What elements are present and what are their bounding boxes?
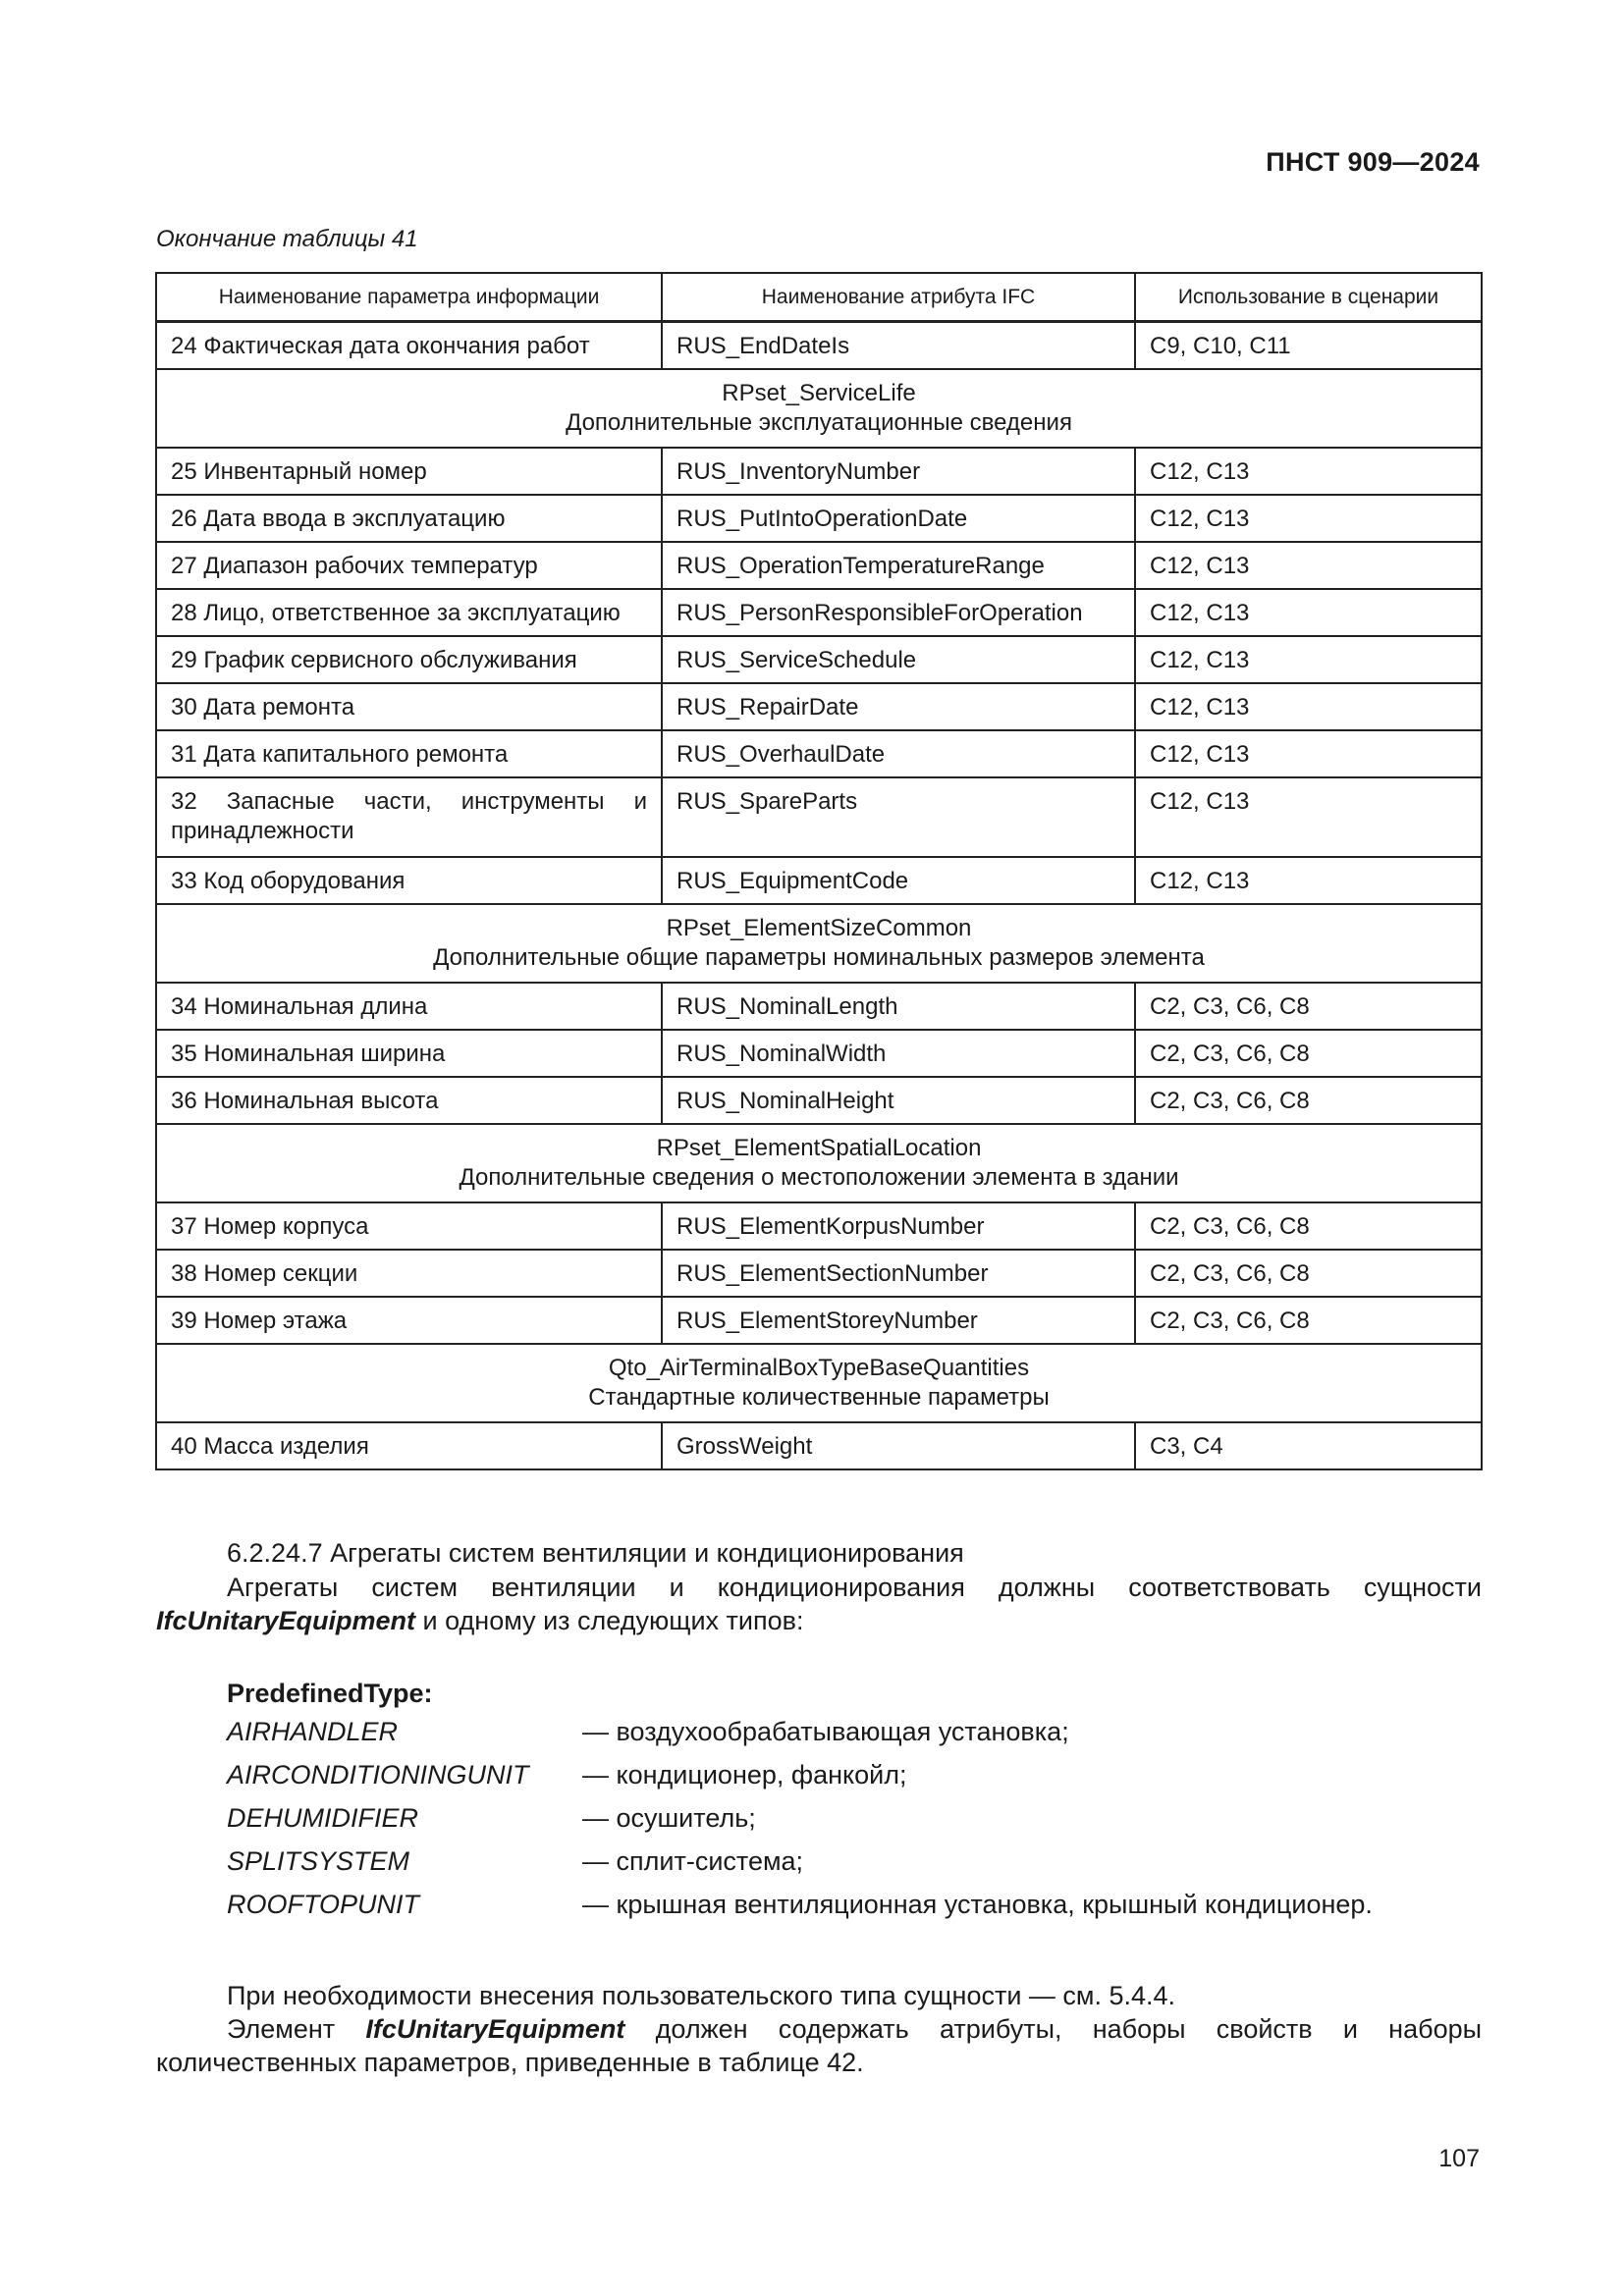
table-row xyxy=(156,1202,1482,1250)
entity-name: IfcUnitaryEquipment xyxy=(156,1606,416,1635)
predefined-type-name: AIRHANDLER xyxy=(227,1717,399,1746)
predefined-type-item xyxy=(227,1844,1454,1888)
parameter-name-cell: 25 Инвентарный номер xyxy=(156,448,662,495)
ifc-attribute-cell: RUS_NominalWidth xyxy=(662,1030,1135,1077)
entity-name: IfcUnitaryEquipment xyxy=(365,2014,625,2044)
scenario-usage-cell: C12, C13 xyxy=(1135,542,1482,589)
document-code: ПНСТ 909—2024 xyxy=(1266,147,1480,177)
predefined-type-name: DEHUMIDIFIER xyxy=(227,1803,418,1833)
parameter-name-cell: 37 Номер корпуса xyxy=(156,1202,662,1250)
predefined-type-description: — кондиционер, фанкойл; xyxy=(582,1760,907,1789)
table-row xyxy=(156,495,1482,542)
ifc-attribute-cell: RUS_ElementSectionNumber xyxy=(662,1250,1135,1297)
parameter-name-cell: 24 Фактическая дата окончания работ xyxy=(156,322,662,369)
table-row xyxy=(156,777,1482,857)
group-subtitle: Дополнительные общие параметры номинальных размеров элемента xyxy=(433,943,1205,971)
ifc-attribute-cell: RUS_ElementStoreyNumber xyxy=(662,1297,1135,1344)
predefined-type-description: — сплит-система; xyxy=(582,1846,804,1876)
table-row xyxy=(156,589,1482,636)
paragraph-text: и одному из следующих типов: xyxy=(415,1606,804,1635)
predefined-type-item xyxy=(227,1888,1454,1931)
scenario-usage-cell: C2, C3, C6, C8 xyxy=(1135,1250,1482,1297)
table-row xyxy=(156,542,1482,589)
group-title: Qto_AirTerminalBoxTypeBaseQuantities xyxy=(608,1354,1030,1381)
table-header-row xyxy=(156,273,1482,322)
table-group-row xyxy=(156,1344,1482,1422)
paragraph-text: должен содержать атрибуты, наборы свойств и наборы количественных параметров, приведенные в таблице 42. xyxy=(156,2014,1483,2077)
predefined-type-title: PredefinedType: xyxy=(227,1679,433,1708)
ifc-attribute-cell: RUS_ServiceSchedule xyxy=(662,636,1135,683)
table-row xyxy=(156,983,1482,1030)
section-paragraph-2 xyxy=(156,1979,1482,2079)
scenario-usage-cell: C12, C13 xyxy=(1135,448,1482,495)
parameter-name-cell: 40 Масса изделия xyxy=(156,1422,662,1469)
predefined-type-name: SPLITSYSTEM xyxy=(227,1846,410,1876)
parameter-name-cell: 38 Номер секции xyxy=(156,1250,662,1297)
predefined-type-description: — крышная вентиляционная установка, крышный кондиционер. xyxy=(582,1890,1373,1919)
scenario-usage-cell: C2, C3, C6, C8 xyxy=(1135,1202,1482,1250)
ifc-attribute-cell: RUS_NominalHeight xyxy=(662,1077,1135,1124)
column-header-usage: Использование в сценарии xyxy=(1135,273,1482,322)
scenario-usage-cell: C12, C13 xyxy=(1135,730,1482,777)
ifc-attribute-cell: RUS_EndDateIs xyxy=(662,322,1135,369)
table-row xyxy=(156,1030,1482,1077)
group-cell xyxy=(156,1344,1482,1422)
group-title: RPset_ElementSizeCommon xyxy=(666,914,972,941)
ifc-attribute-cell: RUS_OverhaulDate xyxy=(662,730,1135,777)
table-body xyxy=(156,322,1482,1469)
predefined-type-item xyxy=(227,1715,1454,1758)
ifc-attribute-cell: RUS_SpareParts xyxy=(662,777,1135,857)
scenario-usage-cell: C9, C10, C11 xyxy=(1135,322,1482,369)
scenario-usage-cell: C12, C13 xyxy=(1135,777,1482,857)
group-title: RPset_ServiceLife xyxy=(722,379,916,406)
ifc-attribute-cell: RUS_ElementKorpusNumber xyxy=(662,1202,1135,1250)
table-row xyxy=(156,1250,1482,1297)
scenario-usage-cell: C12, C13 xyxy=(1135,495,1482,542)
ifc-attribute-cell: RUS_NominalLength xyxy=(662,983,1135,1030)
section-paragraph-1 xyxy=(156,1571,1482,1637)
parameter-name-cell: 31 Дата капитального ремонта xyxy=(156,730,662,777)
paragraph-text: Агрегаты систем вентиляции и кондиционирования должны соответствовать сущности xyxy=(227,1573,1482,1602)
parameter-name-cell: 27 Диапазон рабочих температур xyxy=(156,542,662,589)
scenario-usage-cell: C2, C3, C6, C8 xyxy=(1135,1297,1482,1344)
table-row xyxy=(156,448,1482,495)
ifc-attribute-cell: RUS_PutIntoOperationDate xyxy=(662,495,1135,542)
parameter-name-cell: 33 Код оборудования xyxy=(156,857,662,904)
parameter-name-cell: 26 Дата ввода в эксплуатацию xyxy=(156,495,662,542)
table-row xyxy=(156,683,1482,730)
parameter-name-cell: 28 Лицо, ответственное за эксплуатацию xyxy=(156,589,662,636)
table-row xyxy=(156,322,1482,369)
ifc-attribute-cell: GrossWeight xyxy=(662,1422,1135,1469)
ifc-attribute-cell: RUS_PersonResponsibleForOperation xyxy=(662,589,1135,636)
predefined-type-name: AIRCONDITIONINGUNIT xyxy=(227,1760,529,1789)
scenario-usage-cell: C2, C3, C6, C8 xyxy=(1135,983,1482,1030)
table-group-row xyxy=(156,1124,1482,1202)
table-row xyxy=(156,1077,1482,1124)
table-row xyxy=(156,1422,1482,1469)
parameter-name-cell: 32 Запасные части, инструменты и принадлежности xyxy=(156,777,662,857)
predefined-type-description: — осушитель; xyxy=(582,1803,756,1833)
scenario-usage-cell: C12, C13 xyxy=(1135,589,1482,636)
section-heading: 6.2.24.7 Агрегаты систем вентиляции и кондиционирования xyxy=(227,1538,964,1568)
parameter-name-cell: 34 Номинальная длина xyxy=(156,983,662,1030)
column-header-ifc-attribute: Наименование атрибута IFC xyxy=(662,273,1135,322)
table-row xyxy=(156,636,1482,683)
table-row xyxy=(156,1297,1482,1344)
table-caption: Окончание таблицы 41 xyxy=(156,226,418,252)
table-group-row xyxy=(156,369,1482,448)
parameter-name-cell: 30 Дата ремонта xyxy=(156,683,662,730)
predefined-type-item xyxy=(227,1801,1454,1844)
parameter-name-cell: 39 Номер этажа xyxy=(156,1297,662,1344)
group-title: RPset_ElementSpatialLocation xyxy=(656,1134,982,1161)
scenario-usage-cell: C3, C4 xyxy=(1135,1422,1482,1469)
scenario-usage-cell: C12, C13 xyxy=(1135,857,1482,904)
paragraph-text: Элемент xyxy=(227,2014,366,2044)
predefined-type-item xyxy=(227,1758,1454,1801)
scenario-usage-cell: C12, C13 xyxy=(1135,636,1482,683)
scenario-usage-cell: C2, C3, C6, C8 xyxy=(1135,1077,1482,1124)
scenario-usage-cell: C2, C3, C6, C8 xyxy=(1135,1030,1482,1077)
group-cell xyxy=(156,904,1482,983)
group-subtitle: Дополнительные сведения о местоположении элемента в здании xyxy=(459,1163,1179,1191)
custom-type-note: При необходимости внесения пользовательского типа сущности — см. 5.4.4. xyxy=(227,1981,1176,2010)
ifc-attribute-cell: RUS_RepairDate xyxy=(662,683,1135,730)
ifc-attribute-cell: RUS_InventoryNumber xyxy=(662,448,1135,495)
table-row xyxy=(156,730,1482,777)
ifc-attribute-cell: RUS_EquipmentCode xyxy=(662,857,1135,904)
parameter-name-cell: 29 График сервисного обслуживания xyxy=(156,636,662,683)
scenario-usage-cell: C12, C13 xyxy=(1135,683,1482,730)
table-row xyxy=(156,857,1482,904)
group-subtitle: Стандартные количественные параметры xyxy=(588,1383,1050,1411)
parameter-name-cell: 35 Номинальная ширина xyxy=(156,1030,662,1077)
parameter-name-cell: 36 Номинальная высота xyxy=(156,1077,662,1124)
predefined-type-description: — воздухообрабатывающая установка; xyxy=(582,1717,1069,1746)
column-header-parameter: Наименование параметра информации xyxy=(156,273,662,322)
table-group-row xyxy=(156,904,1482,983)
group-cell xyxy=(156,1124,1482,1202)
ifc-attribute-cell: RUS_OperationTemperatureRange xyxy=(662,542,1135,589)
page-number: 107 xyxy=(1438,2145,1480,2172)
group-subtitle: Дополнительные эксплуатационные сведения xyxy=(566,408,1072,436)
attributes-table xyxy=(155,272,1483,1470)
predefined-type-name: ROOFTOPUNIT xyxy=(227,1890,420,1919)
predefined-type-list xyxy=(227,1715,1454,1931)
group-cell xyxy=(156,369,1482,448)
